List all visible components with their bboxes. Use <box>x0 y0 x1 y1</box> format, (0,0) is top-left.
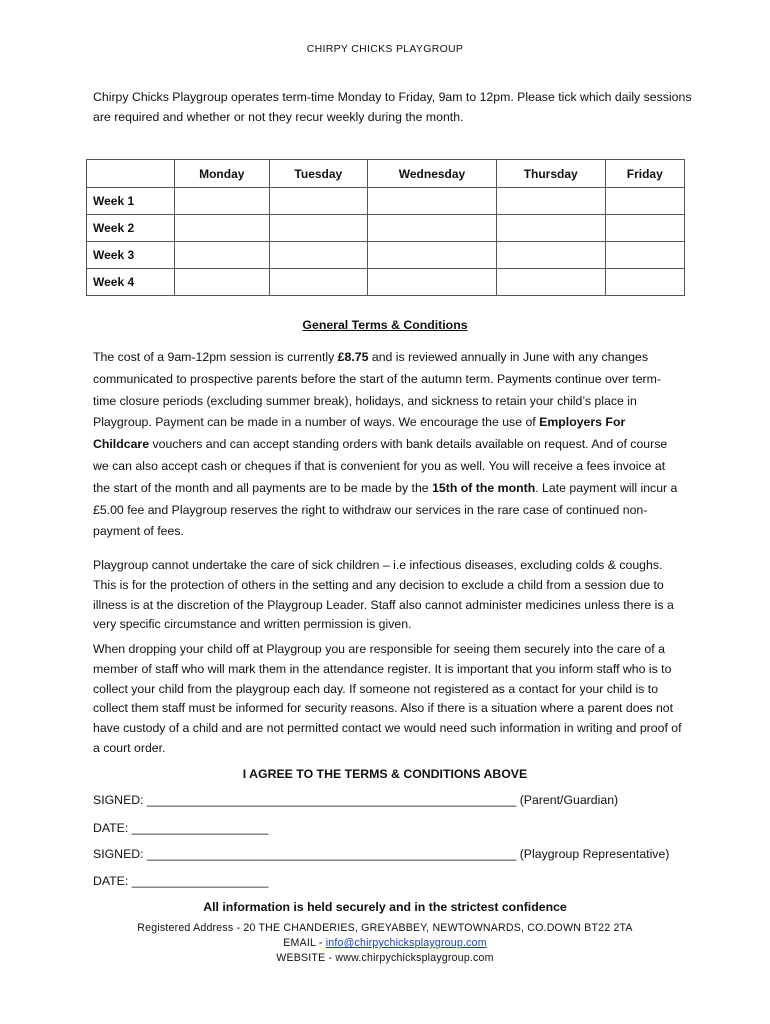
table-header-row <box>87 160 685 188</box>
table-row <box>87 242 685 269</box>
tick-cell[interactable] <box>269 215 368 242</box>
tick-cell[interactable] <box>496 242 605 269</box>
tick-cell[interactable] <box>605 215 684 242</box>
table-row <box>87 269 685 296</box>
row-label-week-1: Week 1 <box>87 188 175 215</box>
email-label: EMAIL - <box>283 937 326 949</box>
fees-text-c: vouchers and can accept standing orders with bank details available on request. And of course we can also accept cash or cheques if that is convenient for you as well. You will receive a fees invoice at the start of the month and all payments are to be made by the <box>93 437 668 495</box>
tick-cell[interactable] <box>496 215 605 242</box>
tick-cell[interactable] <box>496 269 605 296</box>
tick-cell[interactable] <box>368 242 497 269</box>
collection-paragraph: When dropping your child off at Playgroup you are responsible for seeing them securely into the care of a member of staff who will mark them in the attendance register. It is important that you inform staff who is to collect your child from the playgroup each day. If someone not registered as a contact for your child is to collect them staff must be informed for security reasons. Also if there is a situation where a parent does not have custody of a child and are not permitted contact we would need such information in writing and proof of a court order. <box>93 642 682 755</box>
column-header-wednesday: Wednesday <box>368 160 497 188</box>
representative-signature-line[interactable]: SIGNED: ______________________________________________________ (Playgroup Representative) <box>93 847 670 861</box>
employers-for-childcare: Employers For Childcare <box>93 415 626 452</box>
intro-paragraph: Chirpy Chicks Playgroup operates term-time Monday to Friday, 9am to 12pm. Please tick which daily sessions are required and whether or not they recur weekly during the month. <box>93 90 692 124</box>
tick-cell[interactable] <box>175 188 270 215</box>
corner-cell <box>87 160 175 188</box>
column-header-monday: Monday <box>175 160 270 188</box>
email-line <box>0 937 770 949</box>
tick-cell[interactable] <box>269 242 368 269</box>
tick-cell[interactable] <box>269 269 368 296</box>
tick-cell[interactable] <box>368 215 497 242</box>
tick-cell[interactable] <box>175 215 270 242</box>
table-row <box>87 215 685 242</box>
tick-cell[interactable] <box>605 188 684 215</box>
parent-signature-line[interactable]: SIGNED: ______________________________________________________ (Parent/Guardian) <box>93 793 619 807</box>
tick-cell[interactable] <box>175 269 270 296</box>
tick-cell[interactable] <box>496 188 605 215</box>
fees-paragraph <box>93 347 683 543</box>
session-price: £8.75 <box>337 350 369 364</box>
website-line: WEBSITE - www.chirpychicksplaygroup.com <box>276 952 494 964</box>
tick-cell[interactable] <box>368 188 497 215</box>
page-title: CHIRPY CHICKS PLAYGROUP <box>306 43 464 55</box>
tick-cell[interactable] <box>175 242 270 269</box>
tick-cell[interactable] <box>269 188 368 215</box>
session-schedule-table <box>86 159 685 296</box>
payment-due-date: 15th of the month <box>432 480 536 495</box>
row-label-week-4: Week 4 <box>87 269 175 296</box>
registered-address: Registered Address - 20 THE CHANDERIES, GREYABBEY, NEWTOWNARDS, CO.DOWN BT22 2TA <box>137 922 633 934</box>
fees-text-b: and is reviewed annually in June with any changes communicated to prospective parents before the start of the autumn term. Payments continue over term-time closure periods (excluding summer break), holidays, and sickness to retain your child’s place in Playgroup. Payment can be made in a number of ways. We encourage the use of <box>93 350 661 430</box>
parent-date-line[interactable]: DATE: ____________________ <box>93 821 269 835</box>
fees-text-d: . Late payment will incur a £5.00 fee and Playgroup reserves the right to withdraw our services in the rare case of continued non-payment of fees. <box>93 480 678 539</box>
column-header-friday: Friday <box>605 160 684 188</box>
confidentiality-notice: All information is held securely and in the strictest confidence <box>203 900 567 914</box>
column-header-thursday: Thursday <box>496 160 605 188</box>
row-label-week-2: Week 2 <box>87 215 175 242</box>
tick-cell[interactable] <box>605 269 684 296</box>
fees-text-a: The cost of a 9am-12pm session is currently <box>93 350 338 364</box>
representative-date-line[interactable]: DATE: ____________________ <box>93 874 269 888</box>
column-header-tuesday: Tuesday <box>269 160 368 188</box>
sickness-paragraph: Playgroup cannot undertake the care of sick children – i.e infectious diseases, excluding colds & coughs. This is for the protection of others in the setting and any decision to exclude a child from a session due to illness is at the discretion of the Playgroup Leader. Staff also cannot administer medicines unless there is a very specific circumstance and written permission is given. <box>93 558 674 632</box>
email-link[interactable]: info@chirpychicksplaygroup.com <box>325 937 487 949</box>
tick-cell[interactable] <box>605 242 684 269</box>
table-row <box>87 188 685 215</box>
tick-cell[interactable] <box>368 269 497 296</box>
terms-heading: General Terms & Conditions <box>302 318 468 332</box>
row-label-week-3: Week 3 <box>87 242 175 269</box>
agreement-heading: I AGREE TO THE TERMS & CONDITIONS ABOVE <box>242 767 528 781</box>
